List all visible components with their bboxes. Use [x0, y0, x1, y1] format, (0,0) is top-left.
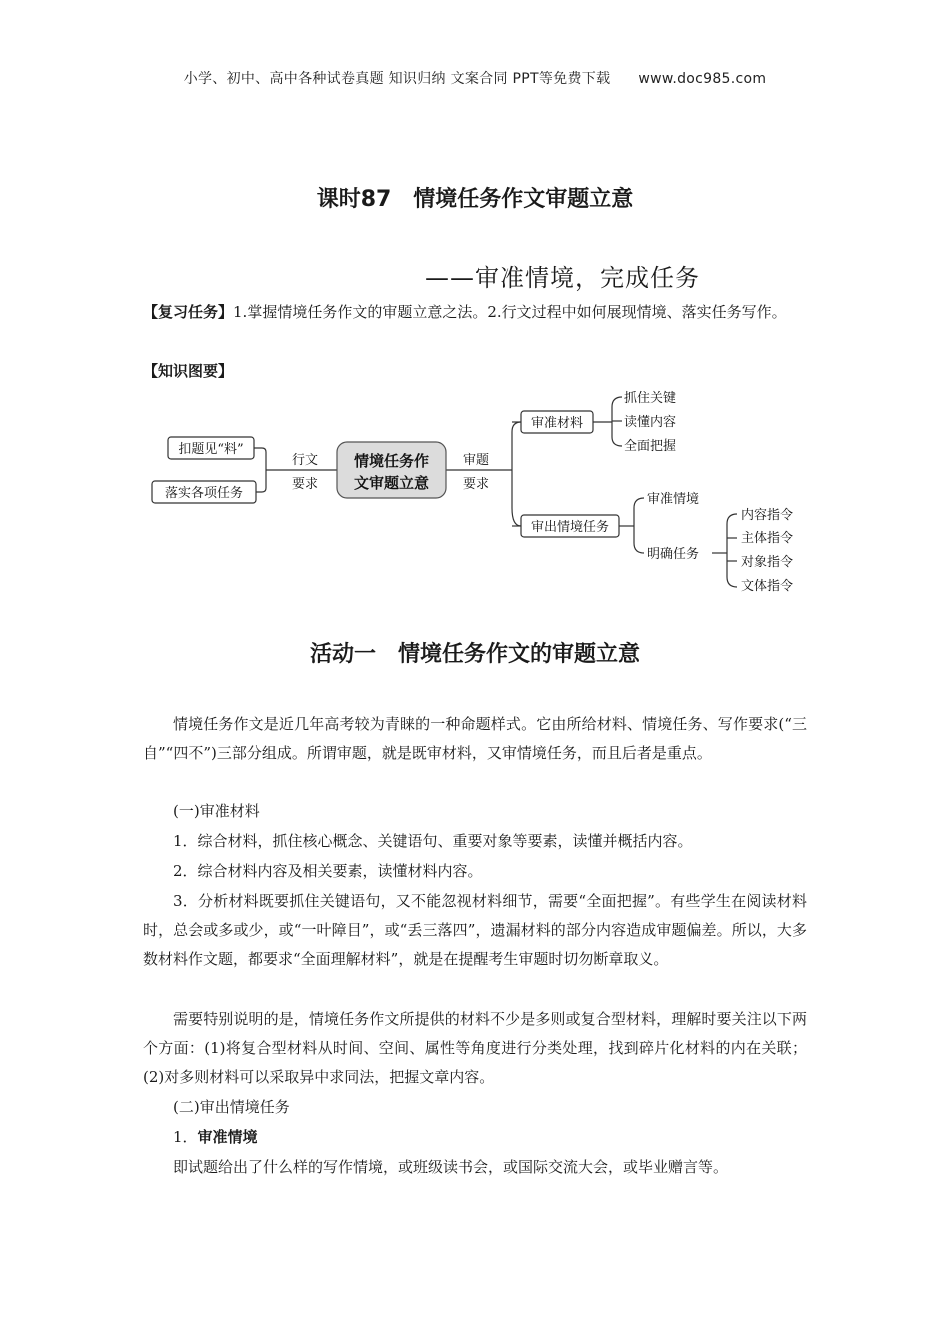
paragraph-intro: 情境任务作文是近几年高考较为青睐的一种命题样式。它由所给材料、情境任务、写作要求(“三自”“四不”)三部分组成。所谓审题，就是既审材料，又审情境任务，而且后者是重点。 — [143, 715, 807, 762]
review-label: 【复习任务】 — [143, 303, 234, 321]
branch1-item-2: 读懂内容 — [624, 415, 677, 430]
paragraph-situation: 即试题给出了什么样的写作情境，或班级读书会，或国际交流大会，或毕业赠言等。 — [173, 1158, 729, 1176]
subheading-number: 1． — [173, 1128, 198, 1146]
branch2-sub2: 明确任务 — [647, 547, 700, 562]
branch2-label: 审出情境任务 — [530, 520, 610, 535]
page-title: 课时87 情境任务作文审题立意 — [316, 187, 634, 212]
instruction-item-3: 对象指令 — [741, 555, 794, 570]
heading-review-material: (一)审准材料 — [173, 802, 260, 820]
left-label-line2: 要求 — [291, 477, 319, 492]
branch1-item-3: 全面把握 — [624, 439, 677, 454]
right-bracket — [512, 422, 521, 526]
heading-task: (二)审出情境任务 — [173, 1098, 290, 1116]
knowledge-mindmap — [140, 380, 820, 605]
list-item-1: 1．综合材料，抓住核心概念、关键语句、重要对象等要素，读懂并概括内容。 — [173, 832, 693, 850]
knowledge-label: 【知识图要】 — [143, 362, 234, 380]
right-label-line1: 审题 — [462, 453, 490, 468]
page-header — [0, 68, 950, 88]
branch2-sub1: 审准情境 — [647, 492, 700, 507]
section-title: 活动一 情境任务作文的审题立意 — [309, 642, 640, 667]
review-task — [143, 298, 807, 327]
list-item-2: 2．综合材料内容及相关要素，读懂材料内容。 — [173, 862, 483, 880]
list-item-3: 3．分析材料既要抓住关键语句，又不能忽视材料细节，需要“全面把握”。有些学生在阅读材料时，总会或多或少，或“一叶障目”，或“丢三落四”，遗漏材料的部分内容造成审题偏差。所以，大多数材料作文题，都要求“全面理解材料”，就是在提醒考生审题时切勿断章取义。 — [143, 892, 807, 968]
branch1-item-1: 抓住关键 — [624, 391, 677, 406]
center-node-line1: 情境任务作 — [353, 452, 430, 470]
header-text: 小学、初中、高中各种试卷真题 知识归纳 文案合同 PPT等免费下载 — [183, 71, 611, 87]
center-node-line2: 文审题立意 — [353, 474, 430, 492]
left-box-2: 落实各项任务 — [164, 486, 244, 501]
branch1-label: 审准材料 — [530, 416, 584, 431]
instruction-item-4: 文体指令 — [741, 579, 794, 594]
review-text: 1.掌握情境任务作文的审题立意之法。2.行文过程中如何展现情境、落实任务写作。 — [233, 303, 787, 321]
header-site[interactable]: www.doc985.com — [638, 71, 767, 87]
subheading-situation — [143, 1123, 807, 1152]
instruction-item-1: 内容指令 — [741, 508, 794, 523]
instruction-item-2: 主体指令 — [741, 531, 794, 546]
subheading-title: 审准情境 — [197, 1128, 258, 1146]
left-box-1: 扣题见“料” — [178, 442, 244, 457]
left-label-line1: 行文 — [291, 453, 319, 468]
paragraph-note: 需要特别说明的是，情境任务作文所提供的材料不少是多则或复合型材料，理解时要关注以下两个方面：(1)将复合型材料从时间、空间、属性等角度进行分类处理，找到碎片化材料的内在关联；(2)对多则材料可以采取异中求同法，把握文章内容。 — [143, 1010, 807, 1086]
page-subtitle: ——审准情境，完成任务 — [425, 264, 700, 292]
right-label-line2: 要求 — [462, 477, 490, 492]
